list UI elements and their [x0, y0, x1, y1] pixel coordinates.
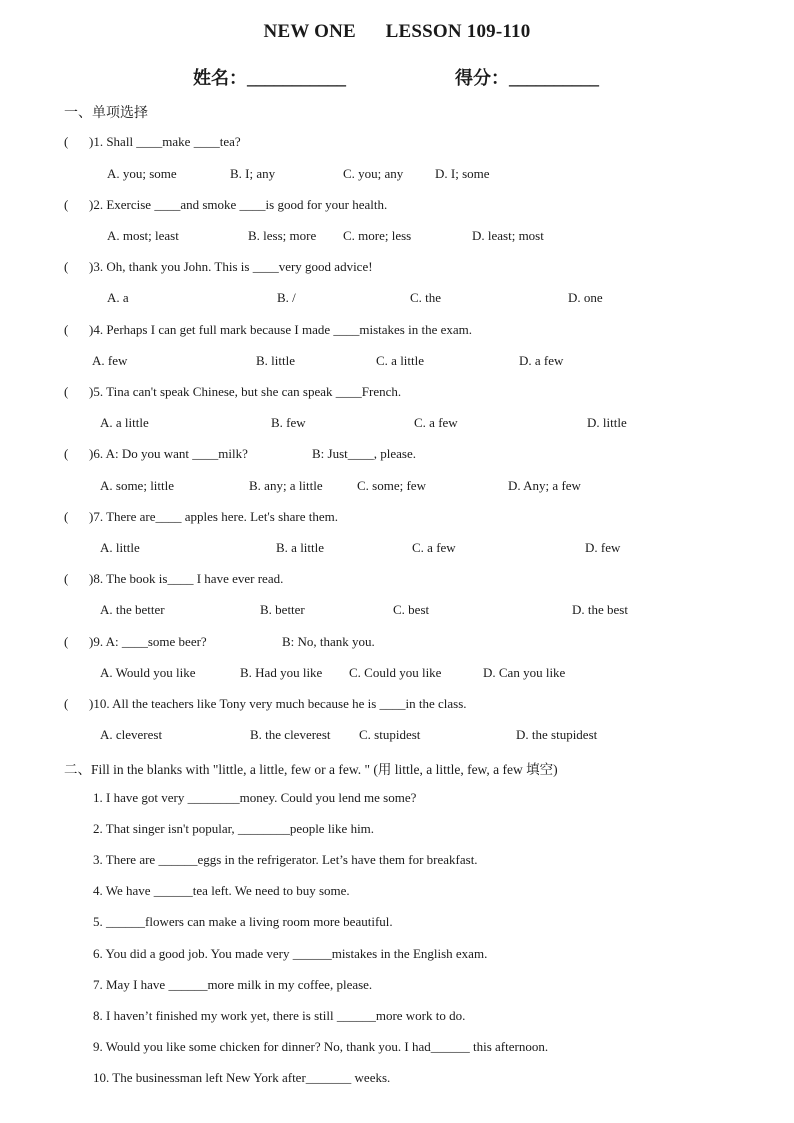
question-stem: )8. The book is____ I have ever read. [89, 571, 284, 586]
option-a: A. most; least [107, 228, 179, 243]
option-a: A. a [107, 290, 129, 305]
option-a: A. a little [100, 415, 149, 430]
option-b: B. little [256, 353, 295, 368]
answer-paren: ( [64, 259, 69, 274]
fill-blank-item: 4. We have ______tea left. We need to buy some. [93, 883, 350, 898]
option-c: C. more; less [343, 228, 412, 243]
option-d: D. the stupidest [516, 727, 598, 742]
fill-blank-item: 3. There are ______eggs in the refrigerator. Let’s have them for breakfast. [93, 852, 478, 867]
question-stem: )1. Shall ____make ____tea? [89, 134, 241, 149]
option-d: D. least; most [472, 228, 544, 243]
question-stem: )2. Exercise ____and smoke ____is good for your health. [89, 197, 388, 212]
option-a: A. you; some [107, 166, 177, 181]
fill-blank-item: 10. The businessman left New York after_______ weeks. [93, 1070, 391, 1085]
option-d: D. a few [519, 353, 564, 368]
question-stem: )9. A: ____some beer? [89, 634, 207, 649]
answer-paren: ( [64, 571, 69, 586]
fill-blank-item: 6. You did a good job. You made very ______mistakes in the English exam. [93, 946, 488, 961]
option-b: B. any; a little [249, 478, 323, 493]
question-stem-reply: B: Just____, please. [312, 446, 416, 461]
option-d: D. I; some [435, 166, 490, 181]
option-b: B. the cleverest [250, 727, 331, 742]
option-a: A. Would you like [100, 665, 196, 680]
option-c: C. stupidest [359, 727, 421, 742]
option-b: B. less; more [248, 228, 317, 243]
option-d: D. the best [572, 602, 628, 617]
option-d: D. Any; a few [508, 478, 581, 493]
option-a: A. few [92, 353, 128, 368]
option-d: D. one [568, 290, 603, 305]
question-stem: )3. Oh, thank you John. This is ____very good advice! [89, 259, 373, 274]
option-d: D. few [585, 540, 621, 555]
option-c: C. the [410, 290, 442, 305]
name-field-label: 姓名：___________ [193, 68, 346, 88]
fill-blank-item: 9. Would you like some chicken for dinner? No, thank you. I had______ this afternoon. [93, 1039, 549, 1054]
fill-blank-item: 1. I have got very ________money. Could you lend me some? [93, 790, 417, 805]
question-stem: )10. All the teachers like Tony very much because he is ____in the class. [89, 696, 467, 711]
option-a: A. the better [100, 602, 165, 617]
question-stem: )6. A: Do you want ____milk? [89, 446, 248, 461]
option-d: D. Can you like [483, 665, 566, 680]
answer-paren: ( [64, 384, 69, 399]
answer-paren: ( [64, 197, 69, 212]
page-title: NEW ONE LESSON 109-110 [263, 21, 531, 42]
option-c: C. you; any [343, 166, 404, 181]
option-c: C. best [393, 602, 430, 617]
option-b: B. Had you like [240, 665, 323, 680]
fill-blank-item: 2. That singer isn't popular, ________people like him. [93, 821, 375, 836]
fill-blank-item: 5. ______flowers can make a living room more beautiful. [93, 914, 393, 929]
option-c: C. a little [376, 353, 425, 368]
question-stem: )4. Perhaps I can get full mark because I made ____mistakes in the exam. [89, 322, 473, 337]
answer-paren: ( [64, 634, 69, 649]
answer-paren: ( [64, 696, 69, 711]
fill-blank-item: 8. I haven’t finished my work yet, there is still ______more work to do. [93, 1008, 466, 1023]
option-a: A. some; little [100, 478, 175, 493]
score-field-label: 得分：__________ [455, 68, 599, 88]
question-stem: )5. Tina can't speak Chinese, but she can speak ____French. [89, 384, 402, 399]
answer-paren: ( [64, 134, 69, 149]
section-heading-fill-blanks: 二、Fill in the blanks with "little, a little, few or a few. " (用 little, a little, few, a few 填空) [64, 762, 558, 777]
section-heading-multiple-choice: 一、单项选择 [64, 106, 148, 121]
question-stem-reply: B: No, thank you. [282, 634, 375, 649]
option-d: D. little [587, 415, 627, 430]
option-b: B. better [260, 602, 305, 617]
option-b: B. / [277, 290, 296, 305]
option-c: C. some; few [357, 478, 426, 493]
option-b: B. I; any [230, 166, 276, 181]
answer-paren: ( [64, 446, 69, 461]
answer-paren: ( [64, 322, 69, 337]
question-stem: )7. There are____ apples here. Let's share them. [89, 509, 338, 524]
option-b: B. a little [276, 540, 325, 555]
answer-paren: ( [64, 509, 69, 524]
option-c: C. a few [412, 540, 456, 555]
option-c: C. Could you like [349, 665, 442, 680]
option-b: B. few [271, 415, 306, 430]
fill-blank-item: 7. May I have ______more milk in my coffee, please. [93, 977, 373, 992]
option-a: A. cleverest [100, 727, 163, 742]
option-a: A. little [100, 540, 140, 555]
option-c: C. a few [414, 415, 458, 430]
